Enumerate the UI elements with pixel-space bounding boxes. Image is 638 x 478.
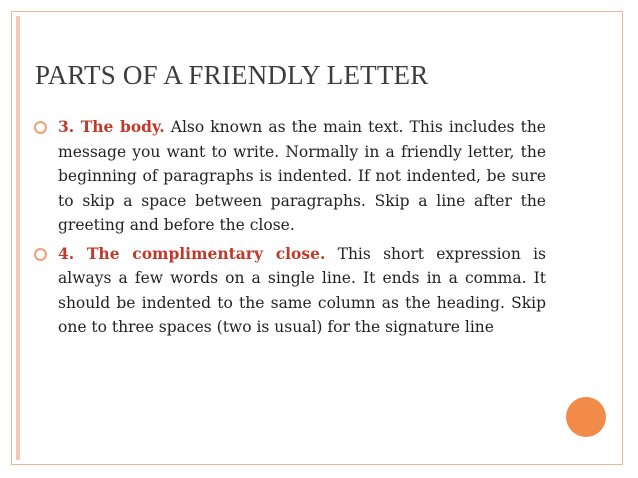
bullet-item-body [34,115,546,238]
slide-title: PARTS OF A FRIENDLY LETTER [35,60,429,90]
accent-circle-decoration [566,397,606,437]
bullet-text: Also known as the main text. This includes the message you want to write. Normally in a friendly letter, the beginning of paragraphs is indented. If not indented, be sure to skip a space between paragraphs. Skip a line after the greeting and before the close. [58,118,546,234]
bullet-item-complimentary-close [34,242,546,340]
bullet-lead: 4. The complimentary close. [58,243,326,263]
bullet-text: This short expression is always a few words on a single line. It ends in a comma. It should be indented to the same column as the heading. Skip one to three spaces (two is usual) for the signature line [58,244,547,336]
bullet-lead: 3. The body. [58,117,165,136]
left-decorative-bar [16,16,20,460]
bullet-list [34,115,546,344]
bullet-ring-icon [34,248,47,261]
bullet-ring-icon [34,121,47,134]
